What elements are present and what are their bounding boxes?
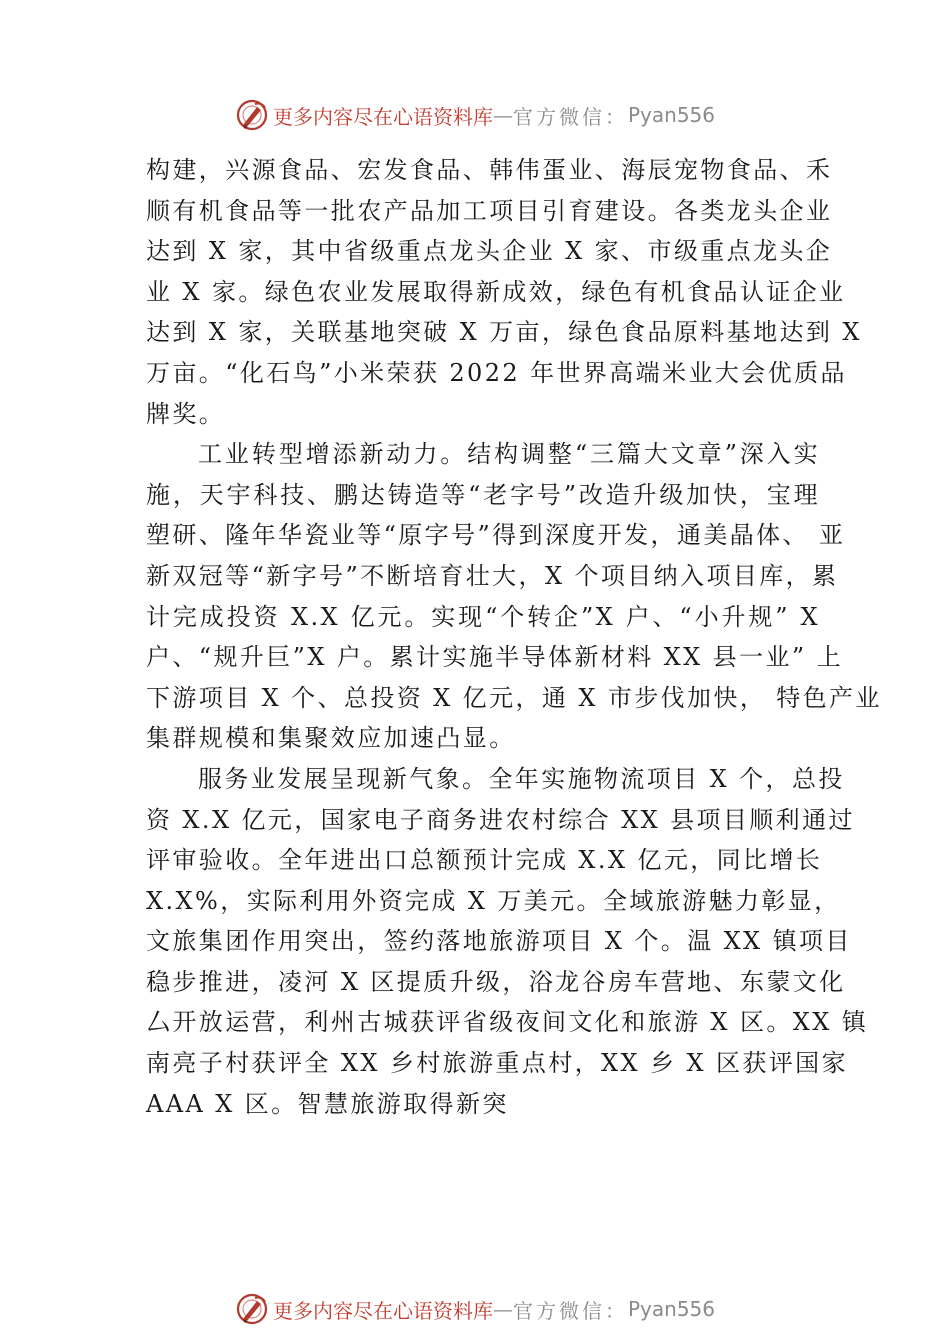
text-line: 牌奖。 bbox=[146, 399, 226, 428]
banner-subtext: 官方微信： bbox=[512, 1298, 628, 1323]
text-line: X.X%，实际利用外资完成 X 万美元。全域旅游魅力彰显， bbox=[146, 886, 841, 915]
banner-main-text: 更多内容尽在心语资料库 bbox=[272, 1298, 493, 1323]
banner-separator: — bbox=[492, 1297, 513, 1321]
text-line: 构建，兴源食品、宏发食品、韩伟蛋业、海辰宠物食品、禾 bbox=[146, 156, 833, 184]
paragraph-first-line: 服务业发展呈现新气象。全年实施物流项目 X 个，总投 bbox=[198, 764, 845, 793]
banner-wechat-id: Pyan556 bbox=[627, 1297, 715, 1321]
banner-main-text: 更多内容尽在心语资料库 bbox=[272, 104, 493, 129]
text-line: 文旅集团作用突出，签约落地旅游项目 X 个。温 XX 镇项目 bbox=[146, 927, 852, 956]
text-line: 计完成投资 X.X 亿元。实现“个转企”X 户、“小升规” X bbox=[146, 602, 820, 631]
pen-logo-icon bbox=[235, 1292, 269, 1326]
text-line: AAA X 区。智慧旅游取得新突 bbox=[146, 1089, 509, 1118]
text-line: 资 X.X 亿元，国家电子商务进农村综合 XX 县项目顺利通过 bbox=[146, 805, 855, 834]
footer-watermark-banner bbox=[0, 1289, 950, 1329]
text-line: 业 X 家。绿色农业发展取得新成效，绿色有机食品认证企业 bbox=[146, 277, 846, 306]
text-line: 施，天宇科技、鹏达铸造等“老字号”改造升级加快，宝理 bbox=[146, 480, 820, 509]
text-line: 户、“规升巨”X 户。累计实施半导体新材料 XX 县一业” 上 bbox=[146, 643, 843, 672]
text-line: 万亩。“化石鸟”小米荣获 2022 年世界高端米业大会优质品 bbox=[146, 358, 847, 387]
pen-logo-icon bbox=[235, 98, 269, 132]
text-line: 达到 X 家，关联基地突破 X 万亩，绿色食品原料基地达到 X bbox=[146, 318, 862, 347]
banner-wechat-id: Pyan556 bbox=[627, 103, 715, 127]
paragraph-first-line: 工业转型增添新动力。结构调整“三篇大文章”深入实 bbox=[198, 440, 820, 469]
text-line: 厶开放运营，利州古城获评省级夜间文化和旅游 X 区。XX 镇 bbox=[146, 1008, 869, 1037]
text-line: 新双冠等“新字号”不断培育壮大，X 个项目纳入项目库，累 bbox=[146, 561, 839, 590]
text-line: 顺有机食品等一批农产品加工项目引育建设。各类龙头企业 bbox=[146, 196, 833, 225]
text-line: 达到 X 家，其中省级重点龙头企业 X 家、市级重点龙头企 bbox=[146, 237, 833, 266]
banner-separator: — bbox=[492, 103, 513, 127]
text-line: 稳步推进，凌河 X 区提质升级，浴龙谷房车营地、东蒙文化 bbox=[146, 967, 846, 996]
document-body bbox=[146, 150, 882, 1124]
text-line: 下游项目 X 个、总投资 X 亿元，通 X 市步伐加快， 特色产业 bbox=[146, 683, 882, 712]
text-line: 塑研、隆年华瓷业等“原字号”得到深度开发，通美晶体、 亚 bbox=[146, 521, 846, 550]
banner-subtext: 官方微信： bbox=[512, 104, 628, 129]
text-line: 集群规模和集聚效应加速凸显。 bbox=[146, 724, 516, 753]
text-line: 评审验收。全年进出口总额预计完成 X.X 亿元，同比增长 bbox=[146, 846, 823, 875]
text-line: 南亮子村获评全 XX 乡村旅游重点村，XX 乡 X 区获评国家 bbox=[146, 1049, 848, 1078]
header-watermark-banner bbox=[0, 95, 950, 135]
